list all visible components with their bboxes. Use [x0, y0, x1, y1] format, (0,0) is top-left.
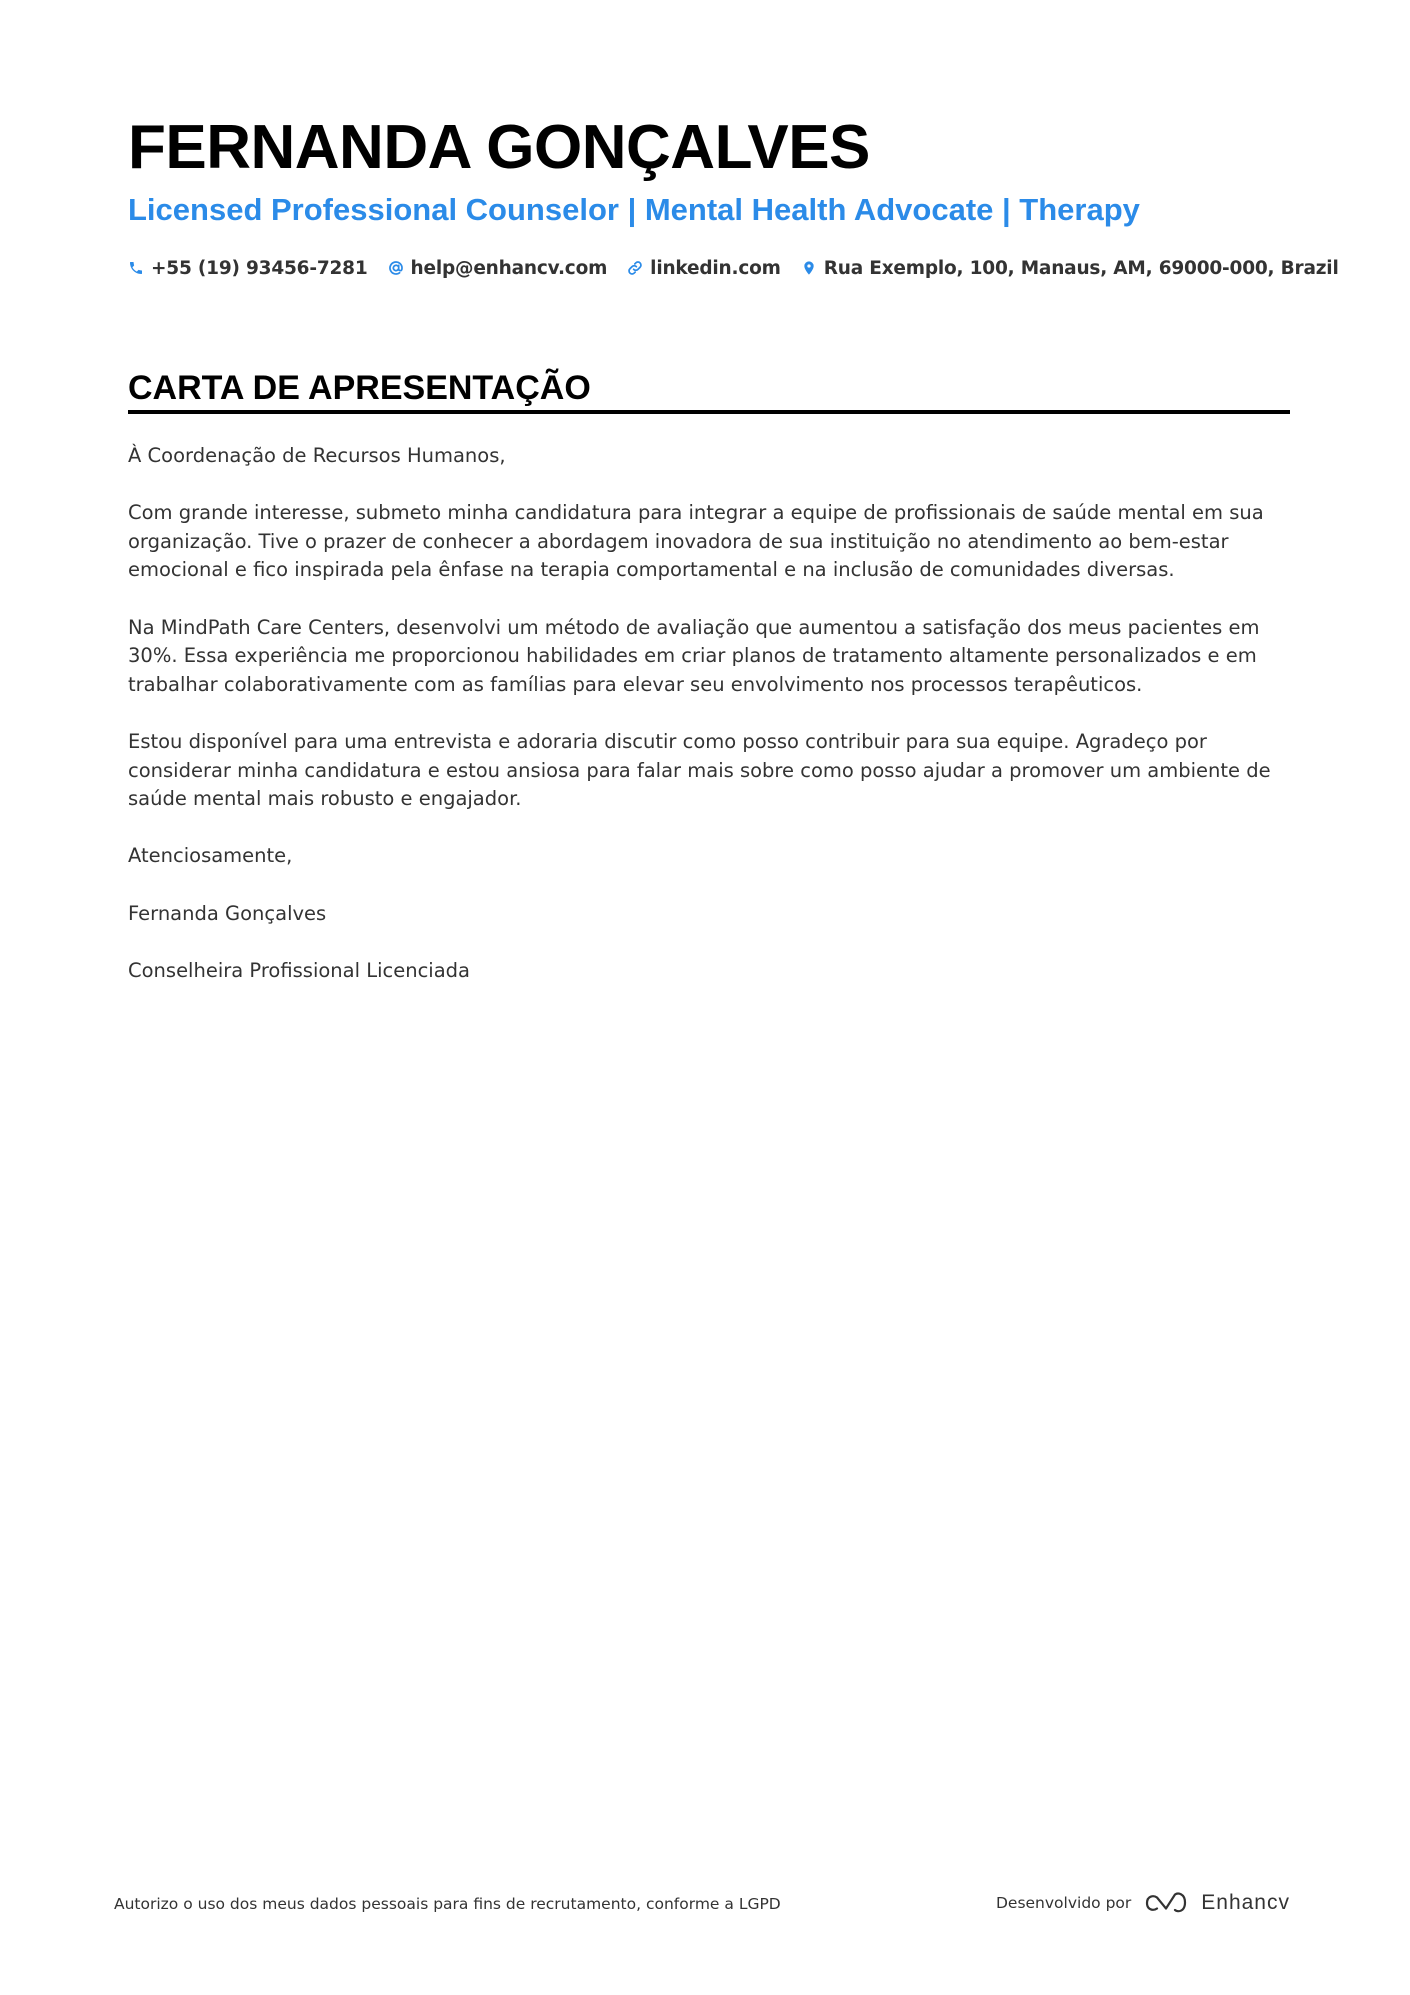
letter-paragraph: Com grande interesse, submeto minha candidatura para integrar a equipe de profissionais de saúde mental em sua organização. Tive o prazer de conhecer a abordagem inovadora de sua instituição no atendimento ao bem-estar emocional e fico inspirada pela ênfase na terapia comportamental e na inclusão de comunidades diversas.: [128, 501, 1264, 582]
powered-by[interactable]: [996, 1890, 1290, 1916]
letter-paragraph: Estou disponível para uma entrevista e adoraria discutir como posso contribuir para sua equipe. Agradeço por considerar minha candidatura e estou ansiosa para falar mais sobre como posso ajudar a promover um ambiente de saúde mental mais robusto e engajador.: [128, 729, 1271, 811]
letter-body: [128, 442, 1290, 1014]
signature-name: Fernanda Gonçalves: [128, 901, 327, 925]
contact-phone-text: +55 (19) 93456-7281: [151, 257, 368, 279]
contact-linkedin-text: linkedin.com: [650, 257, 781, 279]
section-divider: [128, 410, 1290, 414]
link-icon: [627, 260, 643, 276]
location-pin-icon: [801, 260, 817, 276]
enhancv-logo-icon: [1143, 1890, 1189, 1916]
candidate-name: FERNANDA GONÇALVES: [128, 113, 870, 182]
at-icon: [388, 260, 404, 276]
contact-phone[interactable]: [128, 258, 368, 279]
contact-bar: [128, 253, 1359, 283]
candidate-headline: Licensed Professional Counselor | Mental Health Advocate | Therapy: [128, 192, 1140, 227]
contact-address: [801, 258, 1339, 279]
powered-by-label: Desenvolvido por: [995, 1894, 1132, 1912]
signature-title: Conselheira Profissional Licenciada: [128, 958, 471, 982]
contact-linkedin[interactable]: [627, 258, 781, 279]
enhancv-brand: Enhancv: [1201, 1891, 1290, 1914]
contact-email[interactable]: [388, 258, 608, 279]
letter-closing: Atenciosamente,: [128, 844, 293, 868]
section-title: CARTA DE APRESENTAÇÃO: [128, 369, 591, 407]
letter-salutation: À Coordenação de Recursos Humanos,: [128, 444, 506, 467]
contact-address-text: Rua Exemplo, 100, Manaus, AM, 69000-000, Brazil: [823, 257, 1339, 279]
letter-paragraph: Na MindPath Care Centers, desenvolvi um método de avaliação que aumentou a satisfação dos meus pacientes em 30%. Essa experiência me proporcionou habilidades em criar planos de tratamento altamente personalizados e em trabalhar colaborativamente com as famílias para elevar seu envolvimento nos processos terapêuticos.: [128, 615, 1260, 696]
footer-consent: Autorizo o uso dos meus dados pessoais para fins de recrutamento, conforme a LGPD: [114, 1895, 781, 1913]
contact-email-text: help@enhancv.com: [410, 257, 608, 279]
phone-icon: [128, 260, 144, 276]
